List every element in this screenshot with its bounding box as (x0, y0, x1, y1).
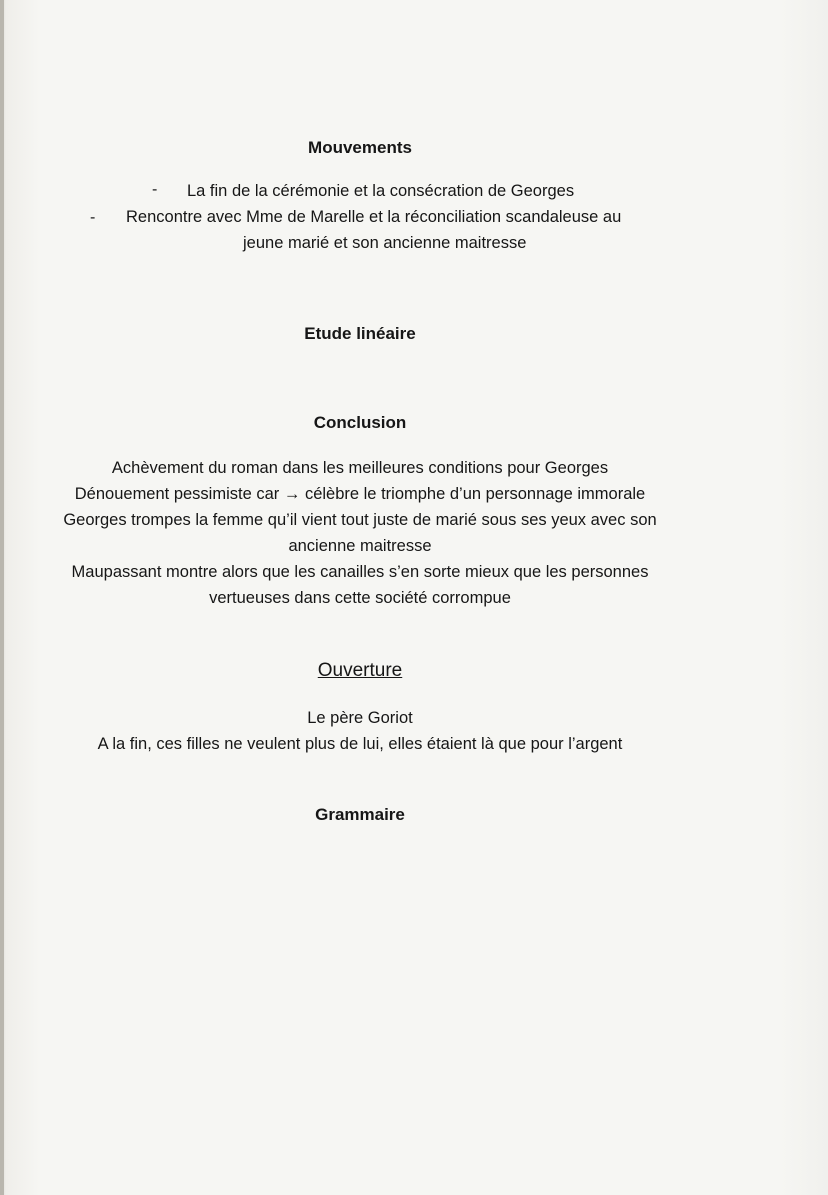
conclusion-line: Achèvement du roman dans les meilleures conditions pour Georges (111, 459, 609, 477)
bullet-dash: - (90, 209, 96, 226)
conclusion-line: Maupassant montre alors que les canailles s’en sorte mieux que les personnes (71, 563, 649, 581)
conclusion-line: Georges trompes la femme qu’il vient tout juste de marié sous ses yeux avec son (63, 511, 657, 529)
conclusion-line: ancienne maitresse (288, 537, 432, 555)
ouverture-line: A la fin, ces filles ne veulent plus de lui, elles étaient là que pour l’argent (97, 735, 623, 753)
heading-conclusion: Conclusion (313, 413, 407, 432)
conclusion-line: Dénouement pessimiste car → célèbre le triomphe d’un personnage immorale (74, 485, 646, 503)
heading-mouvements: Mouvements (308, 138, 412, 157)
bullet-dash: - (152, 181, 158, 198)
conclusion-line: vertueuses dans cette société corrompue (209, 589, 511, 607)
mouvement-item-continued: jeune marié et son ancienne maitresse (243, 234, 527, 252)
heading-grammaire: Grammaire (315, 805, 405, 824)
conclusion-text (0, 455, 720, 611)
ouverture-line: Le père Goriot (307, 709, 413, 727)
heading-ouverture: Ouverture (317, 660, 403, 681)
mouvement-item: La fin de la cérémonie et la consécration de Georges (187, 182, 575, 200)
ouverture-text (0, 705, 720, 757)
mouvement-item: Rencontre avec Mme de Marelle et la réconciliation scandaleuse au (126, 208, 622, 226)
heading-etude-lineaire: Etude linéaire (304, 324, 416, 343)
